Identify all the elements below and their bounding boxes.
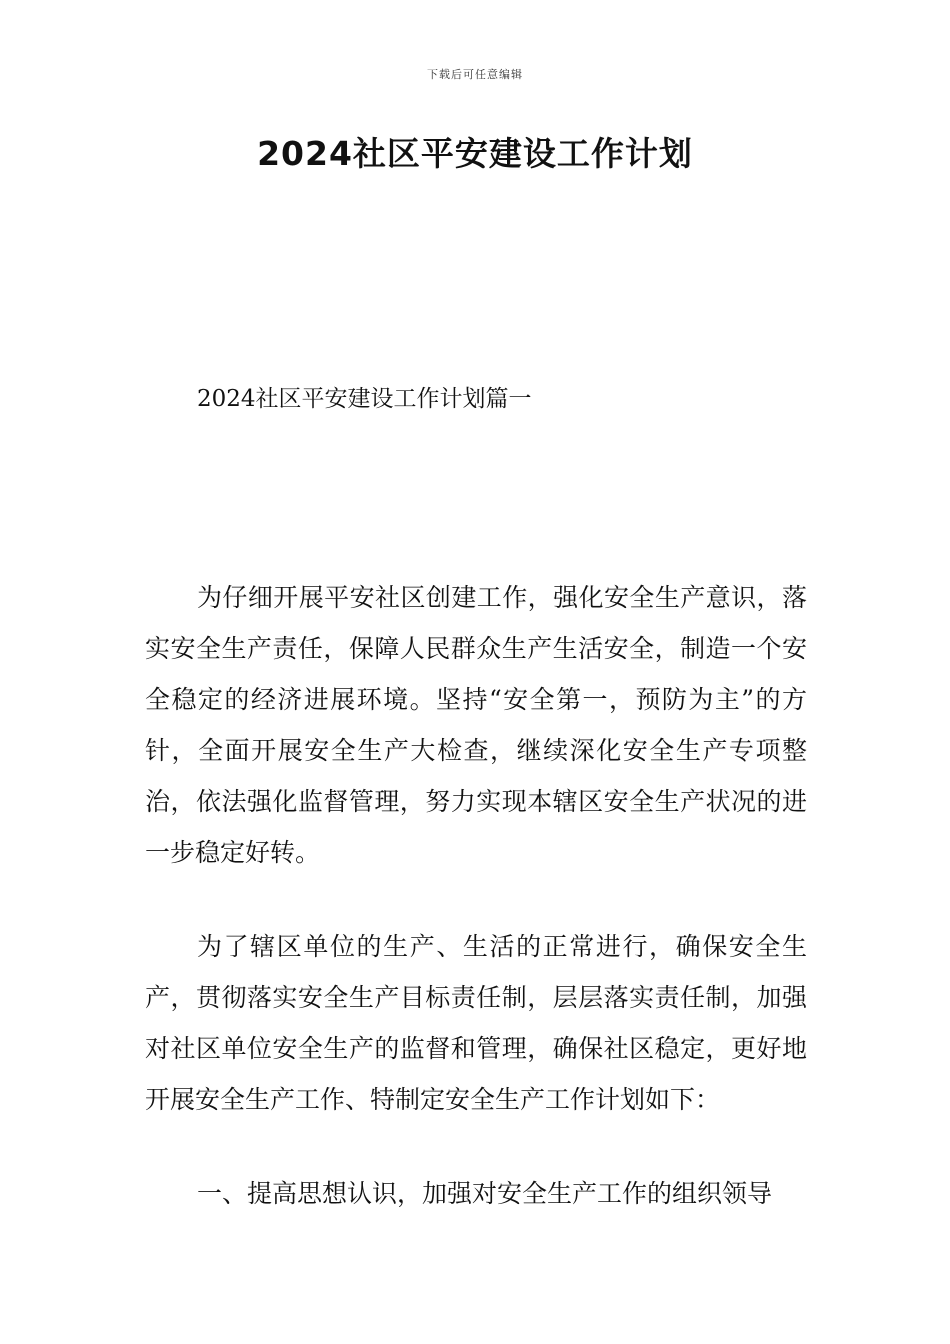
paragraph-intro: 为仔细开展平安社区创建工作，强化安全生产意识，落实安全生产责任，保障人民群众生产生活安全，制造一个安全稳定的经济进展环境。坚持“安全第一，预防为主”的方针，全面开展安全生产大检查，继续深化安全生产专项整治，依法强化监督管理，努力实现本辖区安全生产状况的进一步稳定好转。 (145, 583, 807, 867)
paragraph-item-one: 一、提高思想认识，加强对安全生产工作的组织领导 (197, 1179, 773, 1208)
section-heading: 2024社区平安建设工作计划篇一 (197, 386, 532, 412)
header-note: 下载后可任意编辑 (427, 68, 523, 81)
document-title: 2024社区平安建设工作计划 (257, 134, 693, 173)
paragraph-purpose: 为了辖区单位的生产、生活的正常进行，确保安全生产，贯彻落实安全生产目标责任制，层层落实责任制，加强对社区单位安全生产的监督和管理，确保社区稳定，更好地开展安全生产工作、特制定安全生产工作计划如下： (145, 932, 807, 1114)
